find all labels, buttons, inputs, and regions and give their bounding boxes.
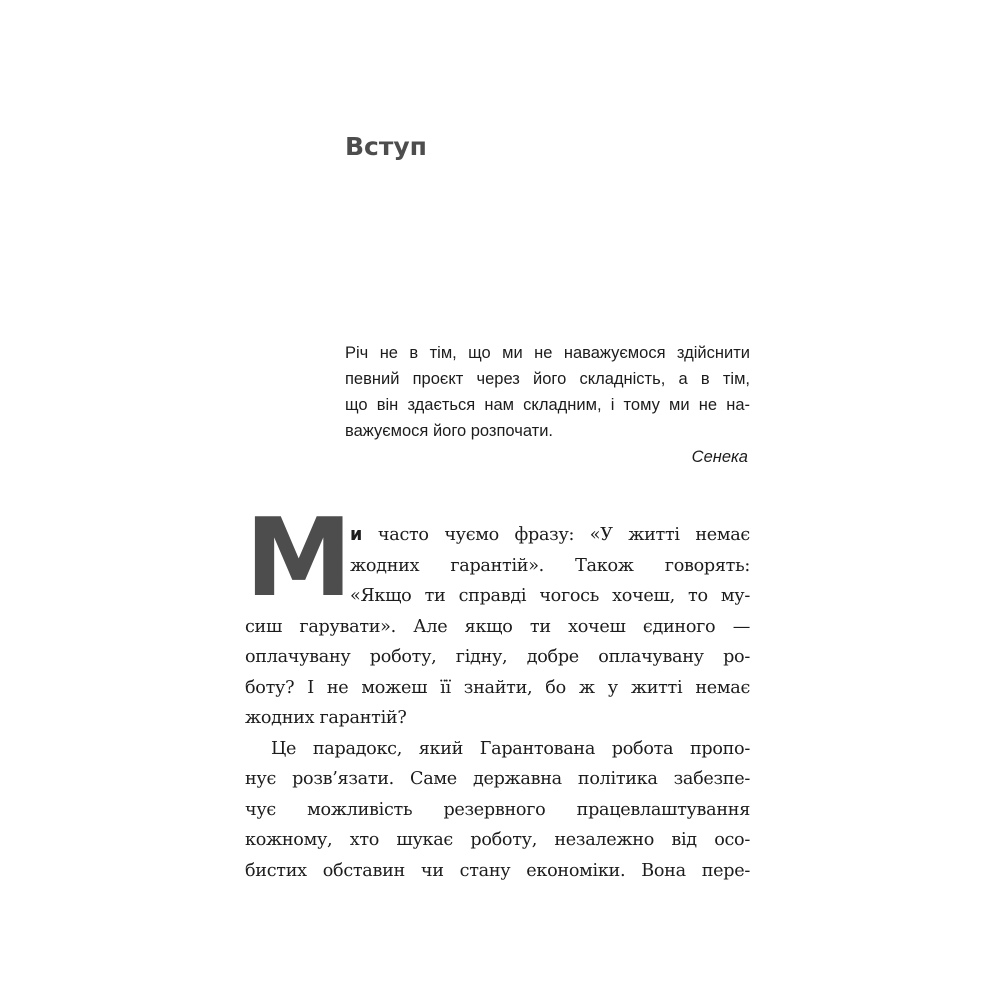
body-line: сиш гарувати». Але якщо ти хочеш єдиного —: [245, 616, 750, 637]
chapter-title: Вступ: [345, 132, 427, 161]
epigraph-line: важуємося його розпочати.: [345, 422, 553, 440]
epigraph-line: певний проєкт через його складність, а в тім,: [345, 370, 750, 388]
body-line: [245, 520, 750, 551]
body-line: оплачувану роботу, гідну, добре оплачувану ро-: [245, 647, 750, 667]
body-line: Це парадокс, який Гарантована робота пропо-: [271, 738, 750, 759]
body-text: [245, 520, 750, 886]
drop-cap: М: [245, 496, 349, 621]
body-line-text: часто чуємо фразу: «У житті немає: [362, 525, 750, 545]
lead-word: и: [350, 525, 363, 545]
body-line: боту? І не можеш її знайти, бо ж у житті немає: [245, 677, 750, 698]
body-line: жодних гарантій?: [245, 708, 407, 728]
epigraph-author: Сенека: [691, 448, 748, 466]
body-line: «Якщо ти справді чогось хочеш, то му-: [350, 586, 750, 606]
body-line: чує можливість резервного працевлаштування: [245, 799, 750, 820]
body-line: нує розв’язати. Саме державна політика забезпе-: [245, 769, 750, 789]
epigraph-line: що він здається нам складним, і тому ми не на-: [345, 396, 750, 414]
body-line: жодних гарантій». Також говорять:: [350, 555, 750, 576]
epigraph-line: Річ не в тім, що ми не наважуємося здійснити: [345, 344, 750, 362]
epigraph: [345, 340, 750, 470]
body-line: кожному, хто шукає роботу, незалежно від осо-: [245, 830, 750, 850]
body-line: бистих обставин чи стану економіки. Вона пере-: [245, 860, 750, 881]
